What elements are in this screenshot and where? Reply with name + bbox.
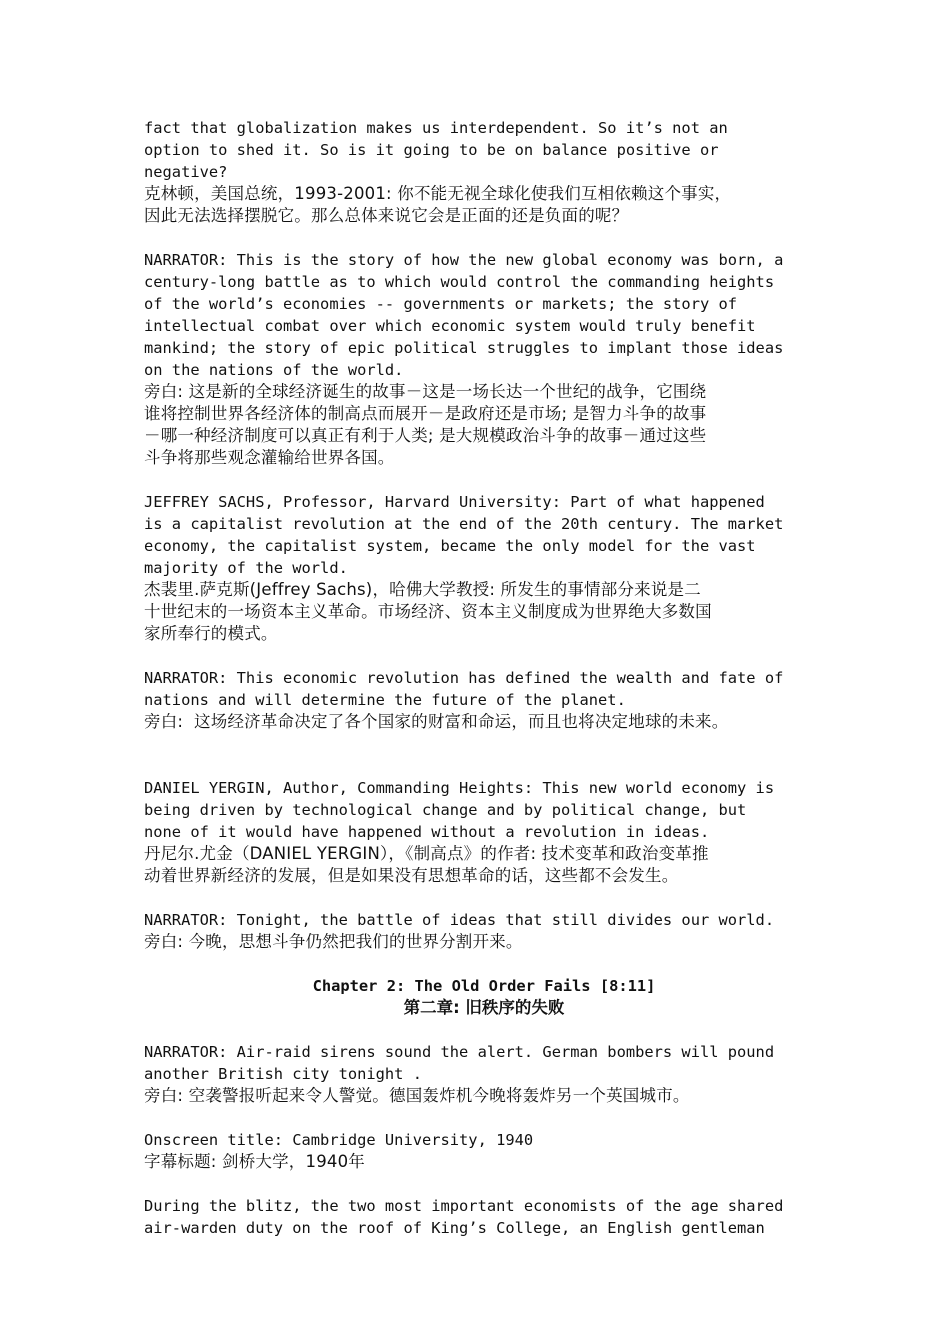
text-line: none of it would have happened without a revolution in ideas. — [144, 823, 710, 841]
text-line: of the world’s economies -- governments or markets; the story of — [144, 295, 738, 313]
chapter-title-zh: 第二章: 旧秩序的失败 — [403, 998, 565, 1017]
text-line-zh: 旁白: 空袭警报听起来令人警觉。德国轰炸机今晚将轰炸另一个英国城市。 — [144, 1086, 690, 1105]
paragraph-yergin — [144, 777, 824, 887]
text-line: being driven by technological change and by political change, but — [144, 801, 747, 819]
paragraph-narrator-3 — [144, 909, 824, 953]
text-line: fact that globalization makes us interdependent. So it’s not an — [144, 119, 728, 137]
paragraph-gap — [144, 953, 824, 975]
paragraph-narrator-2 — [144, 667, 824, 733]
text-line: Onscreen title: Cambridge University, 1940 — [144, 1131, 534, 1149]
text-line-zh: 字幕标题: 剑桥大学，1940年 — [144, 1152, 365, 1171]
text-line: nations and will determine the future of the planet. — [144, 691, 626, 709]
text-line-zh: 家所奉行的模式。 — [144, 624, 278, 643]
text-line: NARRATOR: This is the story of how the new global economy was born, a — [144, 251, 784, 269]
text-line: on the nations of the world. — [144, 361, 404, 379]
paragraph-sachs — [144, 491, 824, 645]
paragraph-gap — [144, 887, 824, 909]
text-line: mankind; the story of epic political struggles to implant those ideas — [144, 339, 784, 357]
paragraph-onscreen-title — [144, 1129, 824, 1173]
chapter-title: Chapter 2: The Old Order Fails [8:11] — [312, 977, 656, 995]
paragraph-gap — [144, 1173, 824, 1195]
paragraph-gap — [144, 645, 824, 667]
paragraph-blitz — [144, 1195, 824, 1239]
text-line: NARRATOR: This economic revolution has defined the wealth and fate of — [144, 669, 784, 687]
text-line-zh: 谁将控制世界各经济体的制高点而展开－是政府还是市场; 是智力斗争的故事 — [144, 404, 707, 423]
text-line: intellectual combat over which economic system would truly benefit — [144, 317, 756, 335]
document-page — [144, 117, 824, 1239]
paragraph-gap — [144, 1107, 824, 1129]
text-line: century-long battle as to which would control the commanding heights — [144, 273, 775, 291]
paragraph-gap — [144, 227, 824, 249]
paragraph-narrator-4 — [144, 1041, 824, 1107]
chapter-heading — [144, 975, 824, 1019]
text-line-zh: 斗争将那些观念灌输给世界各国。 — [144, 448, 395, 467]
text-line-zh: 动着世界新经济的发展，但是如果没有思想革命的话，这些都不会发生。 — [144, 866, 679, 885]
text-line: majority of the world. — [144, 559, 348, 577]
paragraph-gap — [144, 469, 824, 491]
text-line-zh: －哪一种经济制度可以真正有利于人类; 是大规模政治斗争的故事－通过这些 — [144, 426, 707, 445]
text-line-zh: 克林顿，美国总统，1993-2001: 你不能无视全球化使我们互相依赖这个事实， — [144, 184, 732, 203]
text-line-zh: 旁白: 今晚，思想斗争仍然把我们的世界分割开来。 — [144, 932, 523, 951]
text-line: air-warden duty on the roof of King’s College, an English gentleman — [144, 1219, 765, 1237]
text-line: economy, the capitalist system, became the only model for the vast — [144, 537, 756, 555]
text-line: NARRATOR: Tonight, the battle of ideas that still divides our world. — [144, 911, 775, 929]
text-line: option to shed it. So is it going to be on balance positive or — [144, 141, 719, 159]
text-line-zh: 杰裴里.萨克斯(Jeffrey Sachs)，哈佛大学教授: 所发生的事情部分来说是二 — [144, 580, 701, 599]
paragraph-gap — [144, 733, 824, 777]
paragraph-gap — [144, 1019, 824, 1041]
text-line: JEFFREY SACHS, Professor, Harvard University: Part of what happened — [144, 493, 765, 511]
paragraph-clinton — [144, 117, 824, 227]
text-line-zh: 十世纪末的一场资本主义革命。市场经济、资本主义制度成为世界绝大多数国 — [144, 602, 712, 621]
text-line: NARRATOR: Air-raid sirens sound the alert. German bombers will pound — [144, 1043, 775, 1061]
text-line-zh: 因此无法选择摆脱它。那么总体来说它会是正面的还是负面的呢？ — [144, 206, 629, 225]
text-line-zh: 旁白: 这场经济革命决定了各个国家的财富和命运，而且也将决定地球的未来。 — [144, 712, 729, 731]
text-line-zh: 丹尼尔.尤金（DANIEL YERGIN），《制高点》的作者: 技术变革和政治变革推 — [144, 844, 709, 863]
text-line: another British city tonight . — [144, 1065, 422, 1083]
paragraph-narrator-1 — [144, 249, 824, 469]
text-line: is a capitalist revolution at the end of the 20th century. The market — [144, 515, 784, 533]
text-line: DANIEL YERGIN, Author, Commanding Heights: This new world economy is — [144, 779, 775, 797]
text-line-zh: 旁白: 这是新的全球经济诞生的故事－这是一场长达一个世纪的战争，它围绕 — [144, 382, 707, 401]
text-line: negative? — [144, 163, 228, 181]
text-line: During the blitz, the two most important economists of the age shared — [144, 1197, 784, 1215]
